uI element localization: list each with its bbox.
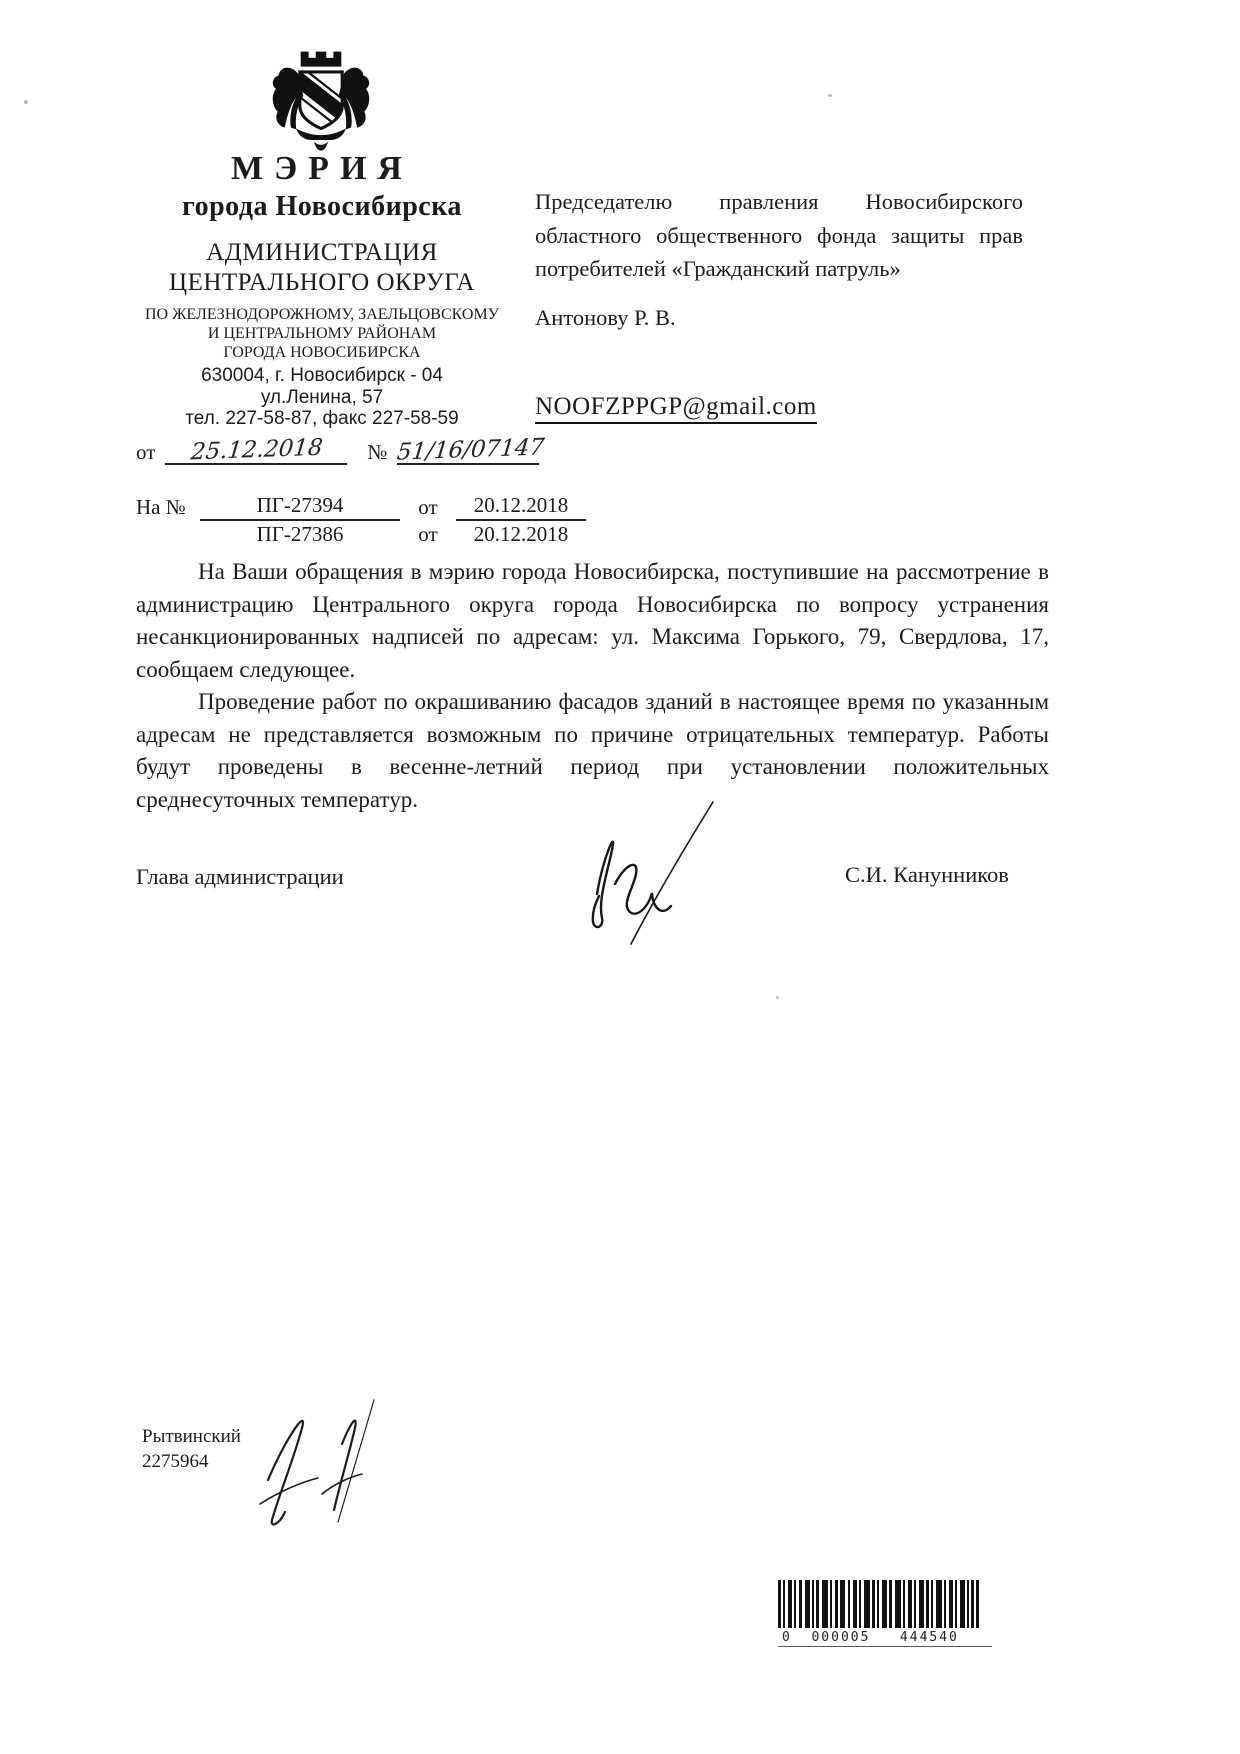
phone-fax-line: тел. 227-58-87, факс 227-58-59 bbox=[185, 408, 459, 429]
districts-line-3: ГОРОДА НОВОСИБИРСКА bbox=[223, 344, 421, 361]
incoming-date-1: 20.12.2018 bbox=[456, 492, 586, 521]
number-label: № bbox=[367, 440, 388, 464]
postal-address-line-2: ул.Ленина, 57 bbox=[260, 386, 384, 408]
letter-body bbox=[136, 556, 1049, 816]
districts-line-1: ПО ЖЕЛЕЗНОДОРОЖНОМУ, ЗАЕЛЬЦОВСКОМУ bbox=[144, 306, 500, 323]
body-paragraph-2: Проведение работ по окрашиванию фасадов зданий в настоящее время по указанным адресам не представляется возможным по причине отрицательных температур. Работы будут проведены в весенне-летний период при установлении положительных среднесуточных температур. bbox=[136, 689, 1049, 812]
outgoing-number-field bbox=[396, 434, 546, 466]
right-supporter-icon bbox=[339, 68, 370, 130]
signature-icon bbox=[545, 798, 745, 948]
left-supporter-icon bbox=[273, 68, 304, 130]
admin-line-2: ЦЕНТРАЛЬНОГО ОКРУГА bbox=[169, 269, 475, 296]
signer-title: Глава администрации bbox=[136, 864, 344, 889]
outgoing-reference-line bbox=[136, 434, 546, 466]
outgoing-date-field bbox=[165, 434, 347, 466]
barcode-bars-icon bbox=[778, 1580, 988, 1628]
admin-line-1: АДМИНИСТРАЦИЯ bbox=[206, 239, 438, 266]
recipient-position: Председателю правления Новосибирского областного общественного фонда защиты прав потребителей «Гражданский патруль» bbox=[535, 189, 1023, 281]
scan-speck bbox=[24, 100, 28, 104]
org-name-top: МЭРИЯ bbox=[231, 150, 413, 187]
body-paragraph-1: На Ваши обращения в мэрию города Новосибирска, поступившие на рассмотрение в администрацию Центрального округа города Новосибирска по вопросу устранения несанкционированных надписей по адресам: ул. Максима Горького, 79, Свердлова, 17, сообщаем следующее. bbox=[136, 559, 1049, 682]
scan-speck bbox=[776, 996, 779, 999]
executor-signature-icon bbox=[222, 1382, 402, 1537]
recipient-email: NOOFZPPGP@gmail.com bbox=[535, 393, 817, 424]
ot-label-1: от bbox=[418, 495, 438, 519]
reply-label: На № bbox=[136, 495, 186, 519]
signer-name: С.И. Канунников bbox=[845, 862, 1009, 887]
postal-address-line-1: 630004, г. Новосибирск - 04 bbox=[201, 365, 443, 386]
letterhead bbox=[128, 150, 516, 430]
scan-speck bbox=[828, 94, 832, 97]
recipient-name: Антонову Р. В. bbox=[535, 305, 676, 330]
crown-icon bbox=[301, 52, 342, 67]
incoming-reference-block bbox=[136, 492, 586, 548]
from-label: от bbox=[136, 440, 156, 464]
incoming-number-2: ПГ-27386 bbox=[256, 522, 344, 546]
org-name-city: города Новосибирска bbox=[182, 191, 462, 222]
barcode-underline bbox=[778, 1646, 992, 1647]
outgoing-number-handwritten: 51/16/07147 bbox=[396, 434, 546, 466]
ribbon-icon bbox=[296, 129, 345, 140]
executor-phone: 2275964 bbox=[142, 1451, 209, 1472]
incoming-date-2: 20.12.2018 bbox=[473, 522, 569, 546]
barcode-digits: 0 000005 444540 bbox=[782, 1630, 959, 1645]
outgoing-date-handwritten: 25.12.2018 bbox=[189, 434, 324, 466]
districts-line-2: И ЦЕНТРАЛЬНОМУ РАЙОНАМ bbox=[207, 325, 437, 342]
coat-of-arms-icon bbox=[268, 46, 374, 158]
barcode bbox=[778, 1580, 992, 1647]
ot-label-2: от bbox=[418, 522, 438, 546]
incoming-number-1: ПГ-27394 bbox=[200, 492, 400, 521]
executor-name: Рытвинский bbox=[142, 1426, 241, 1447]
